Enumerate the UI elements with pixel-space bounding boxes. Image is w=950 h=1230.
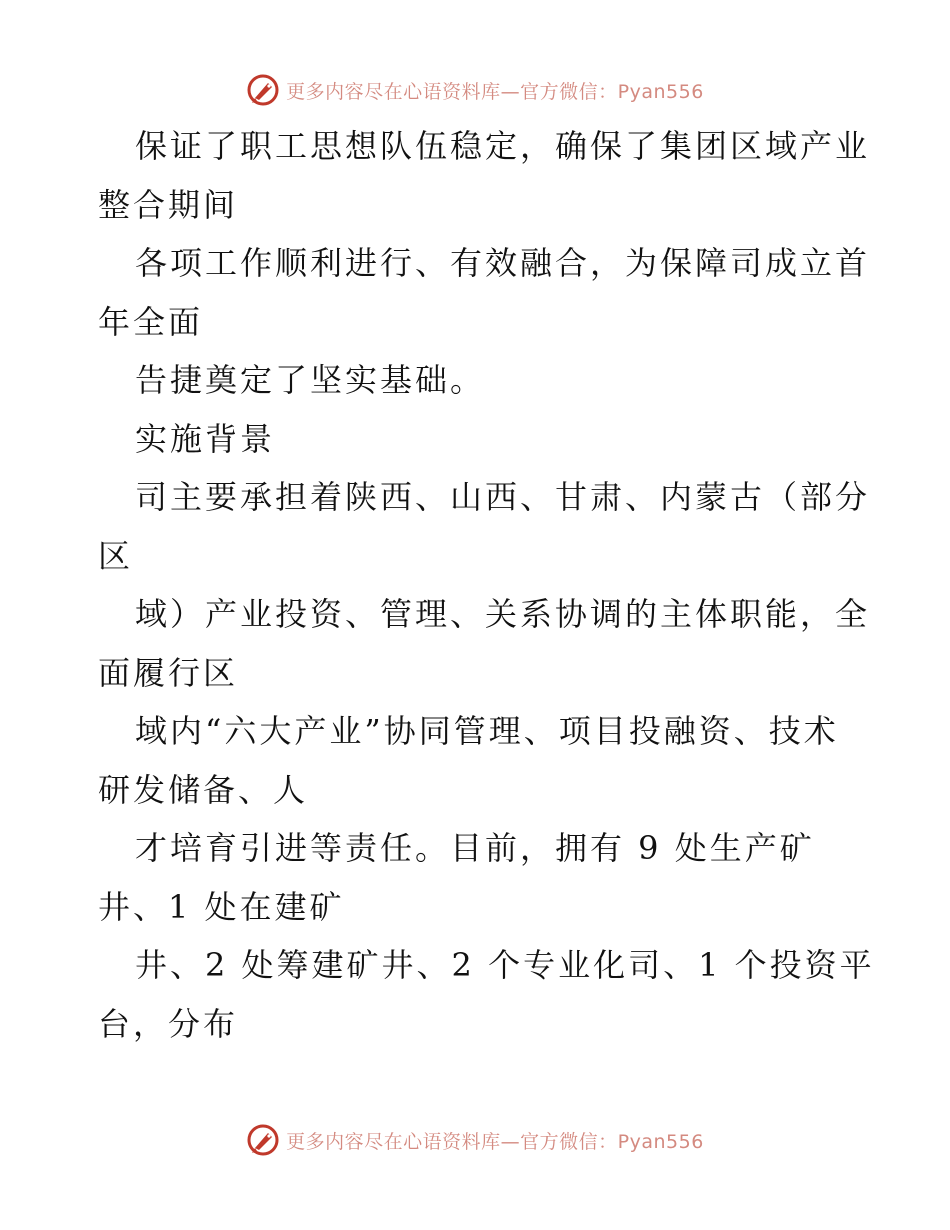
text-line: 各项工作顺利进行、有效融合，为保障司成立首 <box>135 244 871 282</box>
text-line: 保证了职工思想队伍稳定，确保了集团区域产业 <box>135 127 871 165</box>
text-line: 实施背景 <box>135 419 276 458</box>
pen-nib-logo-icon <box>246 1123 280 1157</box>
text-line: 域内“六大产业”协同管理、项目投融资、技术 <box>135 712 839 750</box>
header-banner <box>0 70 950 110</box>
text-line: 告捷奠定了坚实基础。 <box>135 361 486 399</box>
text-line: 整合期间 <box>98 185 239 224</box>
text-line: 年全面 <box>98 302 204 341</box>
footer-banner <box>0 1120 950 1160</box>
text-line: 研发储备、人 <box>98 770 309 809</box>
text-line: 井、1 处在建矿 <box>98 887 345 926</box>
text-line: 域）产业投资、管理、关系协调的主体职能，全 <box>135 595 871 633</box>
header-banner-text: 更多内容尽在心语资料库—官方微信：Pyan556 <box>286 80 704 103</box>
footer-banner-text: 更多内容尽在心语资料库—官方微信：Pyan556 <box>286 1130 704 1153</box>
text-line: 面履行区 <box>98 653 239 692</box>
text-line: 区 <box>98 536 134 575</box>
body-text <box>98 117 875 1053</box>
pen-nib-logo-icon <box>246 73 280 107</box>
text-line: 才培育引进等责任。目前，拥有 9 处生产矿 <box>135 829 815 867</box>
text-line: 井、2 处筹建矿井、2 个专业化司、1 个投资平 <box>135 946 875 984</box>
text-line: 司主要承担着陕西、山西、甘肃、内蒙古（部分 <box>135 478 871 516</box>
text-line: 台，分布 <box>98 1004 239 1043</box>
